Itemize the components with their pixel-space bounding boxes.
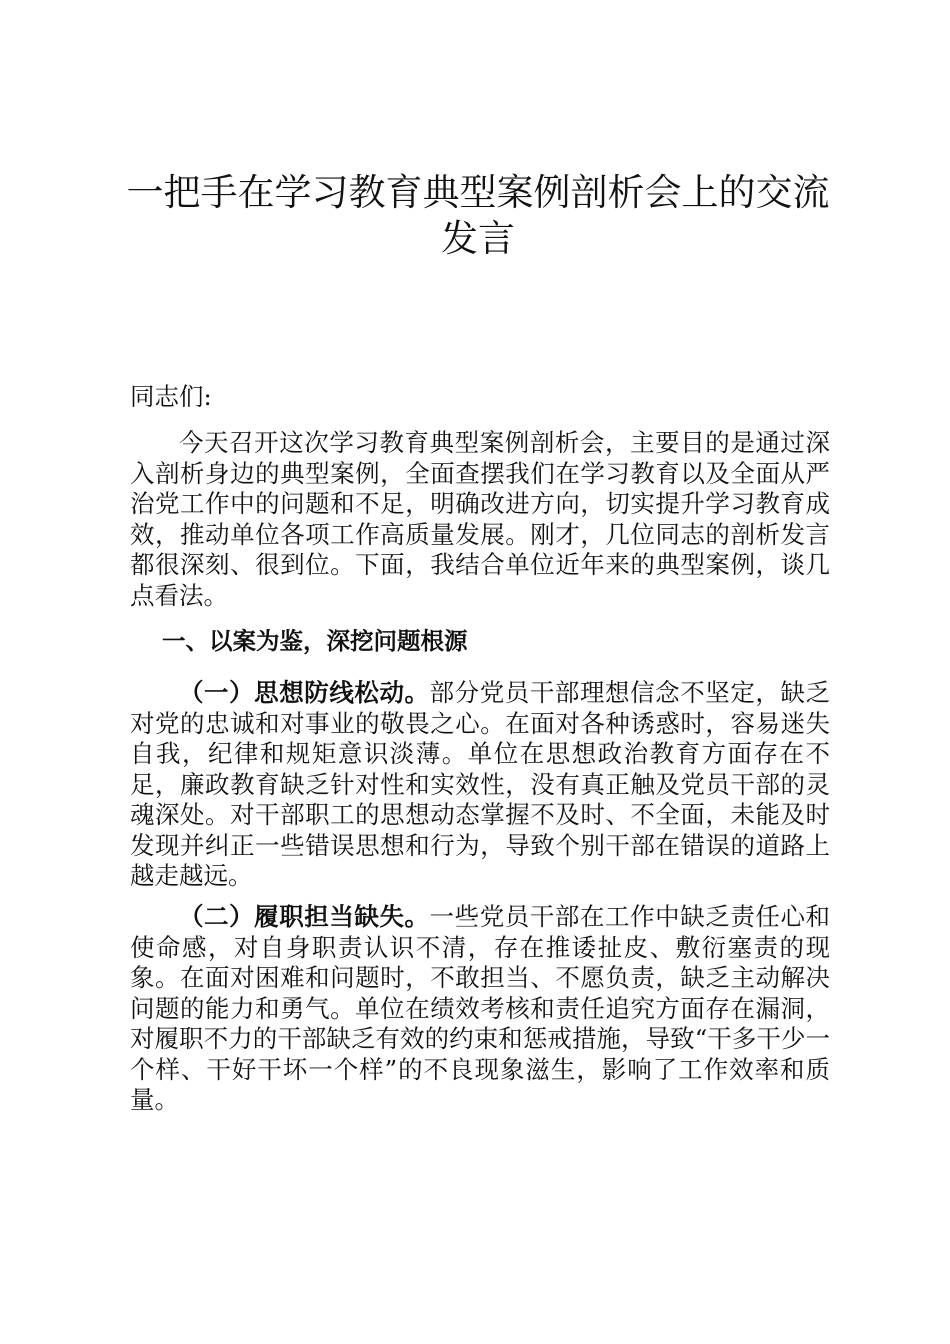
section-heading-1: 一、以案为鉴，深挖问题根源 — [162, 627, 468, 655]
subsection-text-1: 部分党员干部理想信念不坚定，缺乏对党的忠诚和对事业的敬畏之心。在面对各种诱惑时，容易迷失自我，纪律和规矩意识淡薄。单位在思想政治教育方面存在不足，廉政教育缺乏针对性和实效性，没有真正触及党员干部的灵魂深处。对干部职工的思想动态掌握不及时、不全面，未能及时发现并纠正一些错误思想和行为，导致个别干部在错误的道路上越走越远。 — [130, 678, 831, 890]
subsection-paragraph-2 — [130, 902, 830, 1116]
document-title: 一把手在学习教育典型案例剖析会上的交流发言 — [126, 171, 830, 260]
subsection-text-2: 一些党员干部在工作中缺乏责任心和使命感，对自身职责认识不清，存在推诿扯皮、敷衍塞责的现象。在面对困难和问题时，不敢担当、不愿负责，缺乏主动解决问题的能力和勇气。单位在绩效考核和责任追究方面存在漏洞，对履职不力的干部缺乏有效的约束和惩戒措施，导致“干多干少一个样、干好干坏一个样”的不良现象滋生，影响了工作效率和质量。 — [130, 902, 831, 1114]
subsection-paragraph-1 — [130, 678, 830, 892]
subsection-lead-2: （二）履职担当缺失。 — [179, 902, 430, 931]
salutation: 同志们: — [130, 382, 212, 411]
intro-paragraph: 今天召开这次学习教育典型案例剖析会，主要目的是通过深入剖析身边的典型案例，全面查摆我们在学习教育以及全面从严治党工作中的问题和不足，明确改进方向，切实提升学习教育成效，推动单位各项工作高质量发展。刚才，几位同志的剖析发言都很深刻、很到位。下面，我结合单位近年来的典型案例，谈几点看法。 — [130, 428, 830, 610]
subsection-lead-1: （一）思想防线松动。 — [179, 678, 430, 707]
